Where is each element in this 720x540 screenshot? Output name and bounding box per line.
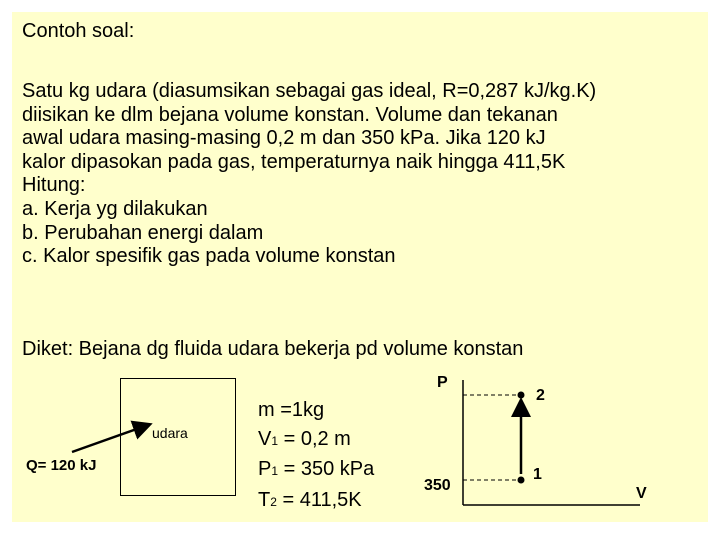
t2-symbol: T: [258, 488, 271, 511]
state-point-1: [518, 477, 525, 484]
v1-symbol: V: [258, 427, 272, 450]
heat-label: Q= 120 kJ: [26, 457, 97, 474]
p1-subscript: 1: [271, 464, 279, 478]
point-1-label: 1: [533, 466, 542, 483]
fluid-label: udara: [152, 425, 188, 441]
question-b: b. Perubahan energi dalam: [22, 221, 264, 244]
question-a: a. Kerja yg dilakukan: [22, 197, 208, 220]
given-mass: m =1kg: [258, 399, 325, 421]
p1-value: = 350 kPa: [278, 458, 375, 480]
v1-subscript: 1: [271, 433, 279, 448]
problem-line: kalor dipasokan pada gas, temperaturnya naik hingga 411,5K: [22, 150, 566, 173]
diket-line: Diket: Bejana dg fluida udara bekerja pd volume konstan: [22, 338, 524, 360]
problem-line: Hitung:: [22, 174, 86, 197]
heat-arrow: [72, 425, 148, 452]
point-2-label: 2: [536, 387, 545, 404]
state-point-2: [518, 392, 525, 399]
question-c: c. Kalor spesifik gas pada volume konstan: [22, 245, 396, 268]
t2-subscript: 2: [270, 494, 277, 509]
p-axis-label: P: [437, 374, 448, 391]
problem-line: awal udara masing-masing 0,2 m dan 350 kPa. Jika 120 kJ: [22, 127, 546, 150]
problem-line: diisikan ke dlm bejana volume konstan. Volume dan tekanan: [22, 103, 558, 126]
t2-value: = 411,5K: [276, 488, 362, 511]
p-value-label: 350: [424, 477, 451, 494]
problem-line: Satu kg udara (diasumsikan sebagai gas ideal, R=0,287 kJ/kg.K): [22, 80, 597, 102]
heading: Contoh soal:: [22, 20, 135, 42]
v1-value: = 0,2 m: [278, 427, 351, 450]
p1-symbol: P: [258, 458, 272, 480]
v-axis-label: V: [636, 485, 647, 502]
